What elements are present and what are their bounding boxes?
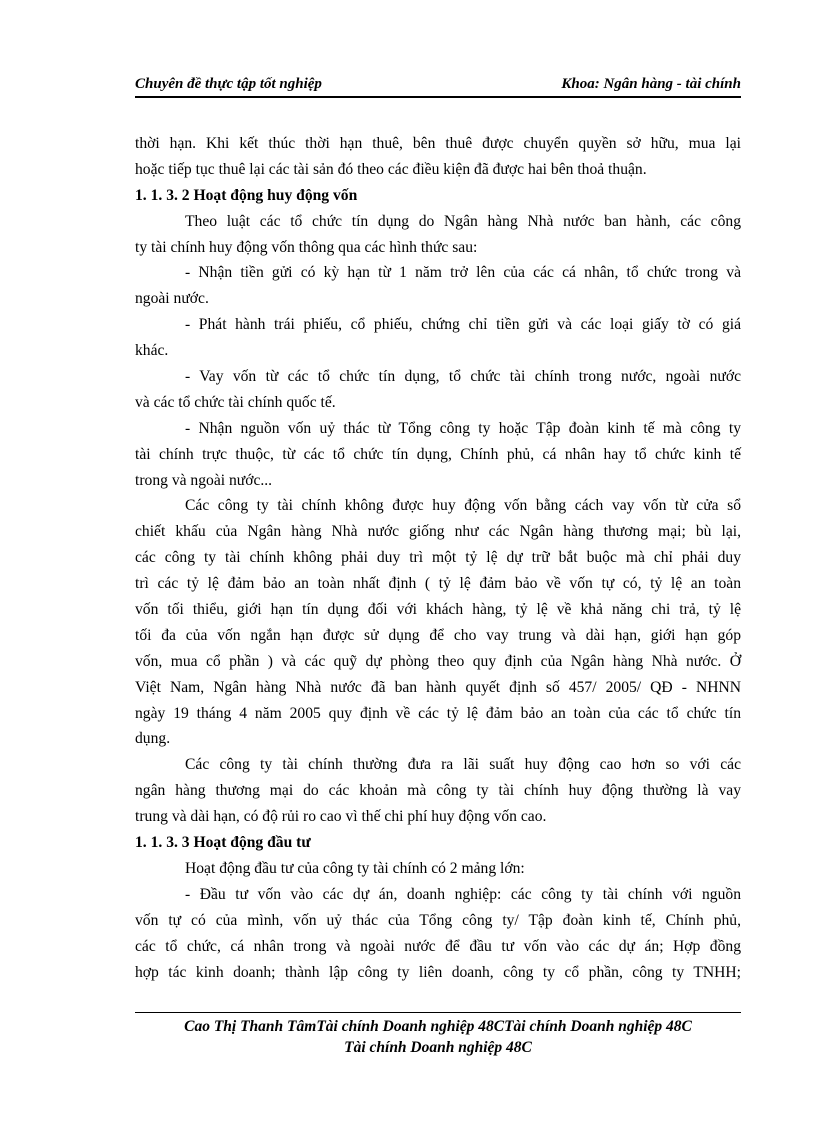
paragraph-line: Các công ty tài chính thường đưa ra lãi suất huy động cao hơn so với các: [185, 756, 741, 774]
footer-class-line: Tài chính Doanh nghiệp 48C: [344, 1039, 532, 1056]
header-department: Khoa: Ngân hàng - tài chính: [561, 76, 741, 92]
list-item-line: - Nhận tiền gửi có kỳ hạn từ 1 năm trở lên của các cá nhân, tổ chức trong và: [185, 264, 741, 282]
paragraph-line: Các công ty tài chính không được huy động vốn bằng cách vay vốn từ cửa sổ: [185, 497, 741, 515]
list-item-line: tài chính trực thuộc, từ các tổ chức tín dụng, Chính phủ, cá nhân hay tổ chức kinh tế: [135, 445, 741, 463]
list-item-line: vốn tự có của mình, vốn uỷ thác của Tổng công ty/ Tập đoàn kinh tế, Chính phủ,: [135, 911, 741, 929]
paragraph-line: trung và dài hạn, có độ rủi ro cao vì thế chi phí huy động vốn cao.: [135, 808, 547, 826]
list-item-line: và các tổ chức tài chính quốc tế.: [135, 393, 336, 411]
paragraph-line: hoặc tiếp tục thuê lại các tài sản đó theo các điều kiện đã được hai bên thoả thuận.: [135, 160, 647, 178]
paragraph-line: các công ty tài chính không phải duy trì một tỷ lệ dự trữ bắt buộc mà chỉ phải duy: [135, 549, 741, 567]
paragraph-line: vốn tối thiểu, giới hạn tín dụng đối với khách hàng, tỷ lệ về khả năng chi trả, tỷ lệ: [135, 601, 741, 619]
header-title: Chuyên đề thực tập tốt nghiệp: [135, 76, 322, 92]
paragraph-line: Hoạt động đầu tư của công ty tài chính có 2 mảng lớn:: [185, 859, 525, 877]
paragraph-line: trì các tỷ lệ đảm bảo an toàn nhất định ( tỷ lệ đảm bảo về vốn tự có, tỷ lệ an toàn: [135, 575, 741, 593]
paragraph-line: vốn, mua cổ phần ) và các quỹ dự phòng theo quy định của Ngân hàng Nhà nước. Ở: [135, 652, 741, 670]
paragraph-line: Việt Nam, Ngân hàng Nhà nước đã ban hành quyết định số 457/ 2005/ QĐ - NHNN: [135, 678, 741, 696]
list-item-line: - Phát hành trái phiếu, cổ phiếu, chứng chỉ tiền gửi và các loại giấy tờ có giá: [185, 316, 741, 334]
paragraph-line: ngân hàng thương mại do các khoản mà công ty tài chính huy động thường là vay: [135, 782, 741, 800]
footer-author-line: Cao Thị Thanh TâmTài chính Doanh nghiệp 48CTài chính Doanh nghiệp 48C: [184, 1018, 692, 1035]
list-item-line: khác.: [135, 342, 169, 360]
paragraph-line: tối đa của vốn ngắn hạn được sử dụng để cho vay trung và dài hạn, giới hạn góp: [135, 626, 741, 644]
list-item-line: - Đầu tư vốn vào các dự án, doanh nghiệp: các công ty tài chính với nguồn: [185, 885, 741, 903]
list-item-line: ngoài nước.: [135, 290, 209, 308]
paragraph-line: ngày 19 tháng 4 năm 2005 quy định về các tỷ lệ đảm bảo an toàn của các tổ chức tín: [135, 704, 741, 722]
section-heading: 1. 1. 3. 2 Hoạt động huy động vốn: [135, 186, 358, 204]
paragraph-line: Theo luật các tổ chức tín dụng do Ngân hàng Nhà nước ban hành, các công: [185, 212, 741, 230]
page-header: [135, 74, 741, 98]
body-text: [135, 131, 741, 985]
page-footer: [135, 1012, 741, 1058]
list-item-line: trong và ngoài nước...: [135, 471, 273, 489]
paragraph-line: chiết khấu của Ngân hàng Nhà nước giống như các Ngân hàng thương mại; bù lại,: [135, 523, 741, 541]
paragraph-line: thời hạn. Khi kết thúc thời hạn thuê, bên thuê được chuyển quyền sở hữu, mua lại: [135, 135, 741, 152]
section-heading: 1. 1. 3. 3 Hoạt động đầu tư: [135, 834, 311, 852]
list-item-line: hợp tác kinh doanh; thành lập công ty liên doanh, công ty cổ phần, công ty TNHH;: [135, 963, 741, 981]
list-item-line: - Nhận nguồn vốn uỷ thác từ Tổng công ty hoặc Tập đoàn kinh tế mà công ty: [185, 419, 741, 437]
paragraph-line: dụng.: [135, 730, 171, 748]
list-item-line: các tổ chức, cá nhân trong và ngoài nước để đầu tư vốn vào các dự án; Hợp đồng: [135, 937, 741, 955]
paragraph-line: ty tài chính huy động vốn thông qua các hình thức sau:: [135, 238, 478, 256]
list-item-line: - Vay vốn từ các tổ chức tín dụng, tổ chức tài chính trong nước, ngoài nước: [185, 368, 741, 386]
